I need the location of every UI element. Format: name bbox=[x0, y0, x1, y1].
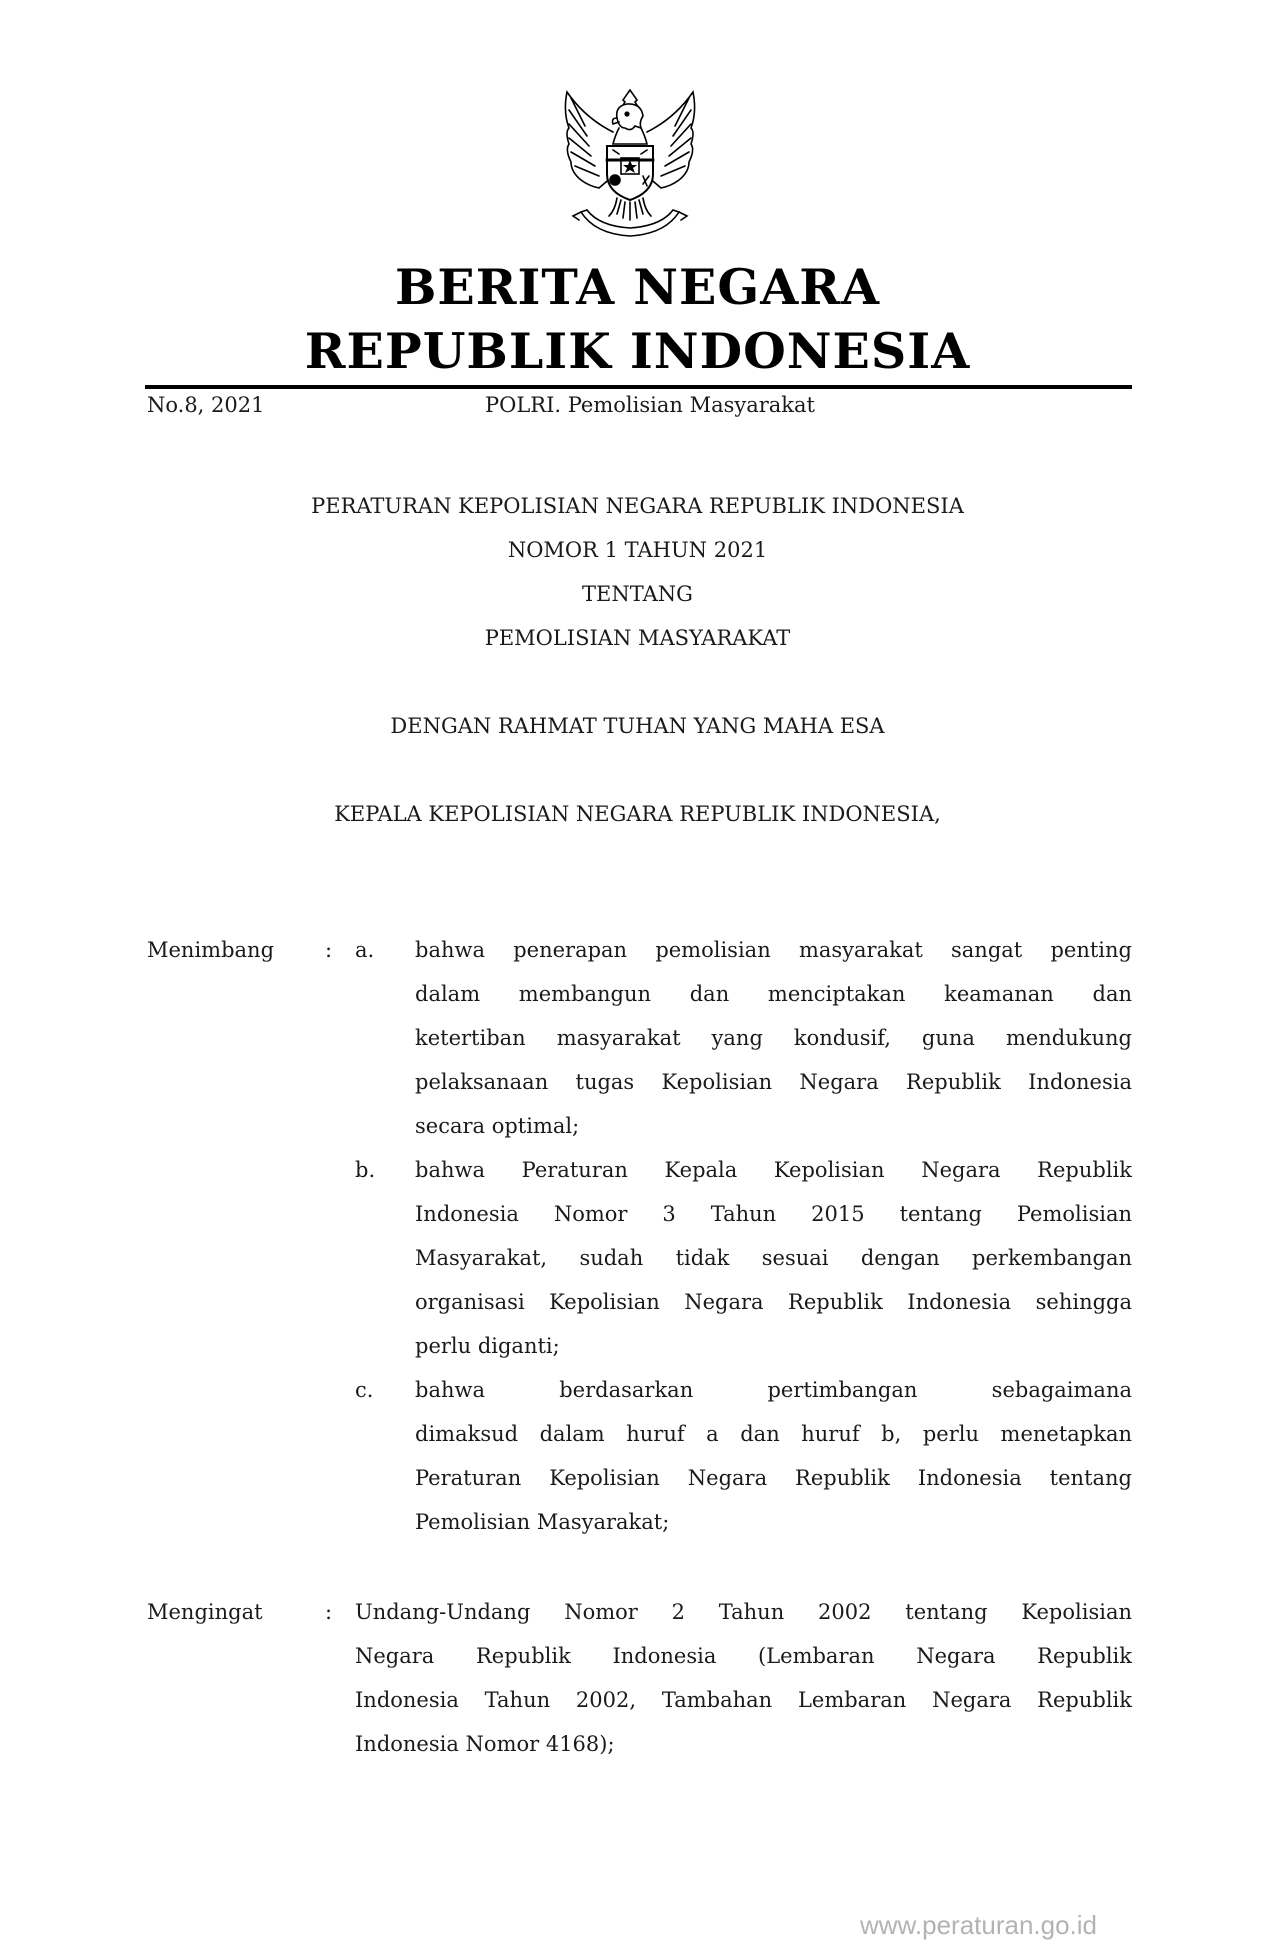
regulation-subject: PEMOLISIAN MASYARAKAT bbox=[484, 626, 791, 650]
gazette-title-line1: BERITA NEGARA bbox=[394, 258, 880, 316]
mengingat-line: Indonesia Nomor 4168); bbox=[355, 1732, 615, 1756]
menimbang-colon: : bbox=[325, 938, 333, 962]
mengingat-colon: : bbox=[325, 1600, 333, 1624]
regulation-heading: PERATURAN KEPOLISIAN NEGARA REPUBLIK INDONESIA bbox=[311, 494, 964, 518]
item-b-line: Indonesia Nomor 3 Tahun 2015 tentang Pemolisian bbox=[415, 1202, 1132, 1226]
mengingat-line: Undang-Undang Nomor 2 Tahun 2002 tentang Kepolisian bbox=[355, 1600, 1132, 1624]
item-b-line: bahwa Peraturan Kepala Kepolisian Negara Republik bbox=[415, 1158, 1132, 1182]
header-divider bbox=[145, 385, 1132, 389]
item-letter-c: c. bbox=[355, 1378, 374, 1402]
garuda-emblem-icon bbox=[555, 88, 705, 243]
item-b-line: organisasi Kepolisian Negara Republik Indonesia sehingga bbox=[415, 1290, 1132, 1314]
regulation-about-label: TENTANG bbox=[582, 582, 693, 606]
item-letter-a: a. bbox=[355, 938, 375, 962]
menimbang-label: Menimbang bbox=[147, 938, 275, 962]
item-a-line: ketertiban masyarakat yang kondusif, guna mendukung bbox=[415, 1026, 1132, 1050]
preamble: DENGAN RAHMAT TUHAN YANG MAHA ESA bbox=[390, 714, 885, 738]
gazette-number: No.8, 2021 bbox=[147, 393, 265, 417]
item-c-line: Pemolisian Masyarakat; bbox=[415, 1510, 670, 1534]
gazette-title-line2: REPUBLIK INDONESIA bbox=[304, 322, 971, 380]
item-a-line: bahwa penerapan pemolisian masyarakat sangat penting bbox=[415, 938, 1132, 962]
mengingat-line: Indonesia Tahun 2002, Tambahan Lembaran Negara Republik bbox=[355, 1688, 1132, 1712]
item-b-line: perlu diganti; bbox=[415, 1334, 560, 1358]
item-c-line: bahwa berdasarkan pertimbangan sebagaimana bbox=[415, 1378, 1132, 1402]
mengingat-label: Mengingat bbox=[147, 1600, 263, 1624]
item-b-line: Masyarakat, sudah tidak sesuai dengan perkembangan bbox=[415, 1246, 1132, 1270]
gazette-subject: POLRI. Pemolisian Masyarakat bbox=[485, 393, 815, 417]
regulation-number: NOMOR 1 TAHUN 2021 bbox=[507, 538, 768, 562]
item-c-line: dimaksud dalam huruf a dan huruf b, perlu menetapkan bbox=[415, 1422, 1132, 1446]
footer-url-link[interactable]: www.peraturan.go.id bbox=[860, 1910, 1098, 1940]
authority: KEPALA KEPOLISIAN NEGARA REPUBLIK INDONESIA, bbox=[334, 802, 941, 826]
mengingat-line: Negara Republik Indonesia (Lembaran Negara Republik bbox=[355, 1644, 1132, 1668]
item-c-line: Peraturan Kepolisian Negara Republik Indonesia tentang bbox=[415, 1466, 1132, 1490]
item-a-line: secara optimal; bbox=[415, 1114, 580, 1138]
item-a-line: pelaksanaan tugas Kepolisian Negara Republik Indonesia bbox=[415, 1070, 1132, 1094]
item-a-line: dalam membangun dan menciptakan keamanan dan bbox=[415, 982, 1132, 1006]
item-letter-b: b. bbox=[355, 1158, 376, 1182]
